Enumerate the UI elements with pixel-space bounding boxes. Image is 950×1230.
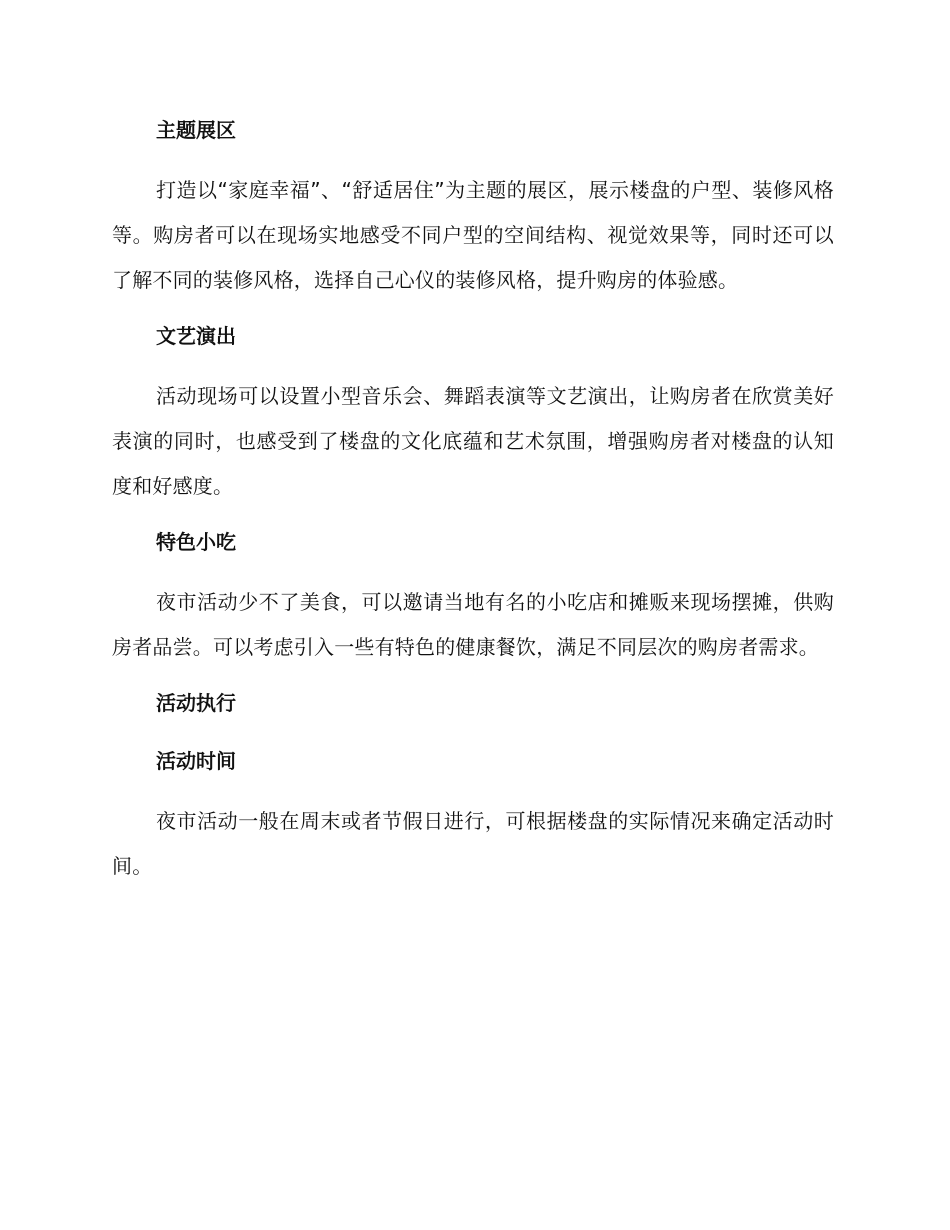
section-heading-performance: 文艺演出 (156, 324, 236, 348)
section-paragraph-snacks: 夜市活动少不了美食，可以邀请当地有名的小吃店和摊贩来现场摆摊，供购房者品尝。可以考虑引入一些有特色的健康餐饮，满足不同层次的购房者需求。 (112, 590, 834, 659)
section-paragraph-performance: 活动现场可以设置小型音乐会、舞蹈表演等文艺演出，让购房者在欣赏美好表演的同时，也感受到了楼盘的文化底蕴和艺术氛围，增强购房者对楼盘的认知度和好感度。 (112, 384, 834, 498)
section-paragraph-theme-area: 打造以“家庭幸福”、“舒适居住”为主题的展区，展示楼盘的户型、装修风格等。购房者可以在现场实地感受不同户型的空间结构、视觉效果等，同时还可以了解不同的装修风格，选择自己心仪的装修风格，提升购房的体验感。 (112, 178, 834, 292)
section-heading-snacks: 特色小吃 (156, 530, 236, 554)
section-heading-theme-area: 主题展区 (156, 118, 236, 142)
document-page (112, 110, 834, 902)
section-heading-time: 活动时间 (156, 749, 236, 773)
section-paragraph-time: 夜市活动一般在周末或者节假日进行，可根据楼盘的实际情况来确定活动时间。 (112, 809, 834, 878)
section-heading-execution: 活动执行 (156, 691, 236, 715)
